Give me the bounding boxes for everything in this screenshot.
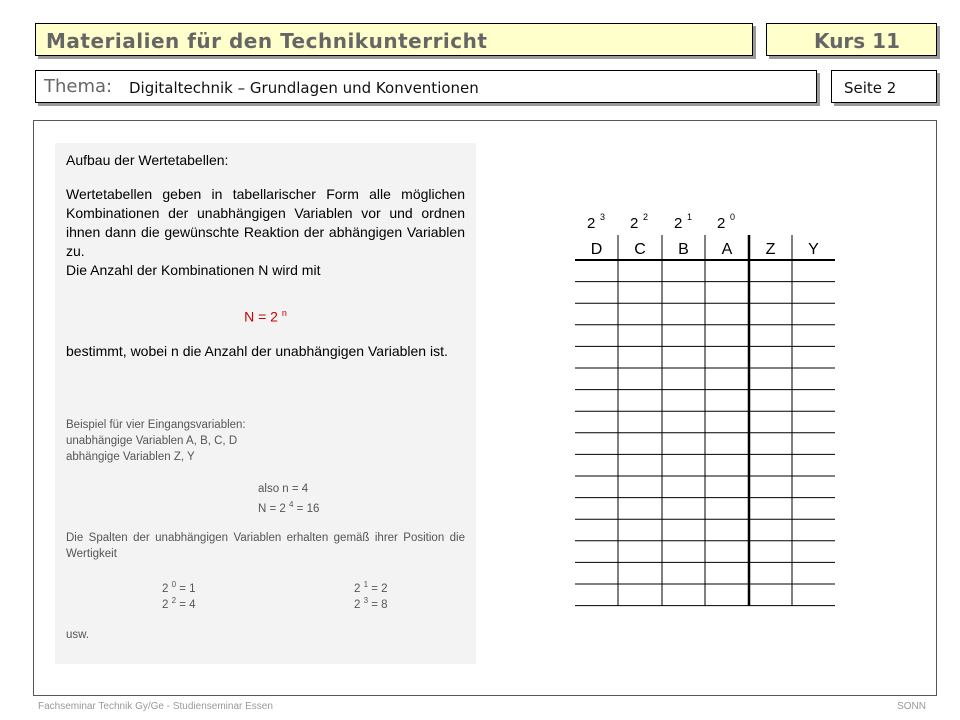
- truth-table: [550, 200, 850, 620]
- text-panel: [55, 143, 476, 664]
- weight-exponent: 0: [730, 212, 736, 222]
- weight-label: 2: [717, 215, 726, 232]
- column-header: C: [634, 241, 646, 258]
- formula-base: N = 2: [244, 308, 278, 325]
- topic-label: Thema:: [44, 76, 113, 97]
- n-result: N = 2 $^4$ = 16: [258, 500, 320, 515]
- column-header: Y: [808, 241, 819, 258]
- paragraph-intro: Wertetabellen geben in tabellarischer Form alle möglichen Kombinationen der unabhängigen Variablen vor und ordnen ihnen dann die gewünschte Reaktion der abhängigen Variablen zu.: [66, 186, 465, 259]
- page-number: Seite 2: [844, 79, 897, 97]
- also-n: also n = 4: [258, 483, 309, 495]
- title-box: [35, 23, 753, 56]
- weight-2: 2 $^1$ = 2: [354, 580, 388, 595]
- column-header: B: [678, 241, 689, 258]
- example-dependent: abhängige Variablen Z, Y: [66, 451, 195, 463]
- section-heading: Aufbau der Wertetabellen:: [66, 152, 229, 168]
- column-header: Z: [765, 241, 776, 258]
- weight-1: 2 $^0$ = 1: [162, 580, 196, 595]
- column-header: A: [721, 241, 733, 258]
- footer-left: Fachseminar Technik Gy/Ge - Studienseminar Essen: [38, 701, 273, 712]
- course-box: [766, 23, 937, 56]
- weight-4: 2 $^2$ = 4: [162, 596, 196, 611]
- weight-8: 2 $^3$ = 8: [354, 596, 388, 611]
- formula-exponent: n: [281, 308, 287, 318]
- column-header: D: [590, 241, 603, 258]
- example-independent: unabhängige Variablen A, B, C, D: [66, 435, 238, 447]
- topic-box: [35, 70, 817, 103]
- paragraph-count: Die Anzahl der Kombinationen N wird mit: [66, 262, 321, 278]
- course-label: Kurs 11: [814, 29, 900, 53]
- usw-text: usw.: [66, 629, 90, 641]
- topic-text: Digitaltechnik – Grundlagen und Konventionen: [129, 79, 479, 97]
- page-box: [831, 70, 937, 103]
- weight-label: 2: [630, 215, 639, 232]
- weight-exponent: 1: [687, 212, 693, 222]
- example-title: Beispiel für vier Eingangsvariablen:: [66, 419, 246, 431]
- page-title: Materialien für den Technikunterricht: [46, 29, 488, 53]
- weight-exponent: 3: [600, 212, 606, 222]
- columns-text: Die Spalten der unabhängigen Variablen erhalten gemäß ihrer Position die Wertigkeit: [66, 532, 465, 560]
- weight-label: 2: [674, 215, 683, 232]
- paragraph-definition: bestimmt, wobei n die Anzahl der unabhängigen Variablen ist.: [66, 343, 448, 359]
- footer-right: SONN: [897, 701, 926, 712]
- weight-label: 2: [587, 215, 596, 232]
- formula-n: [66, 304, 465, 327]
- weight-exponent: 2: [643, 212, 649, 222]
